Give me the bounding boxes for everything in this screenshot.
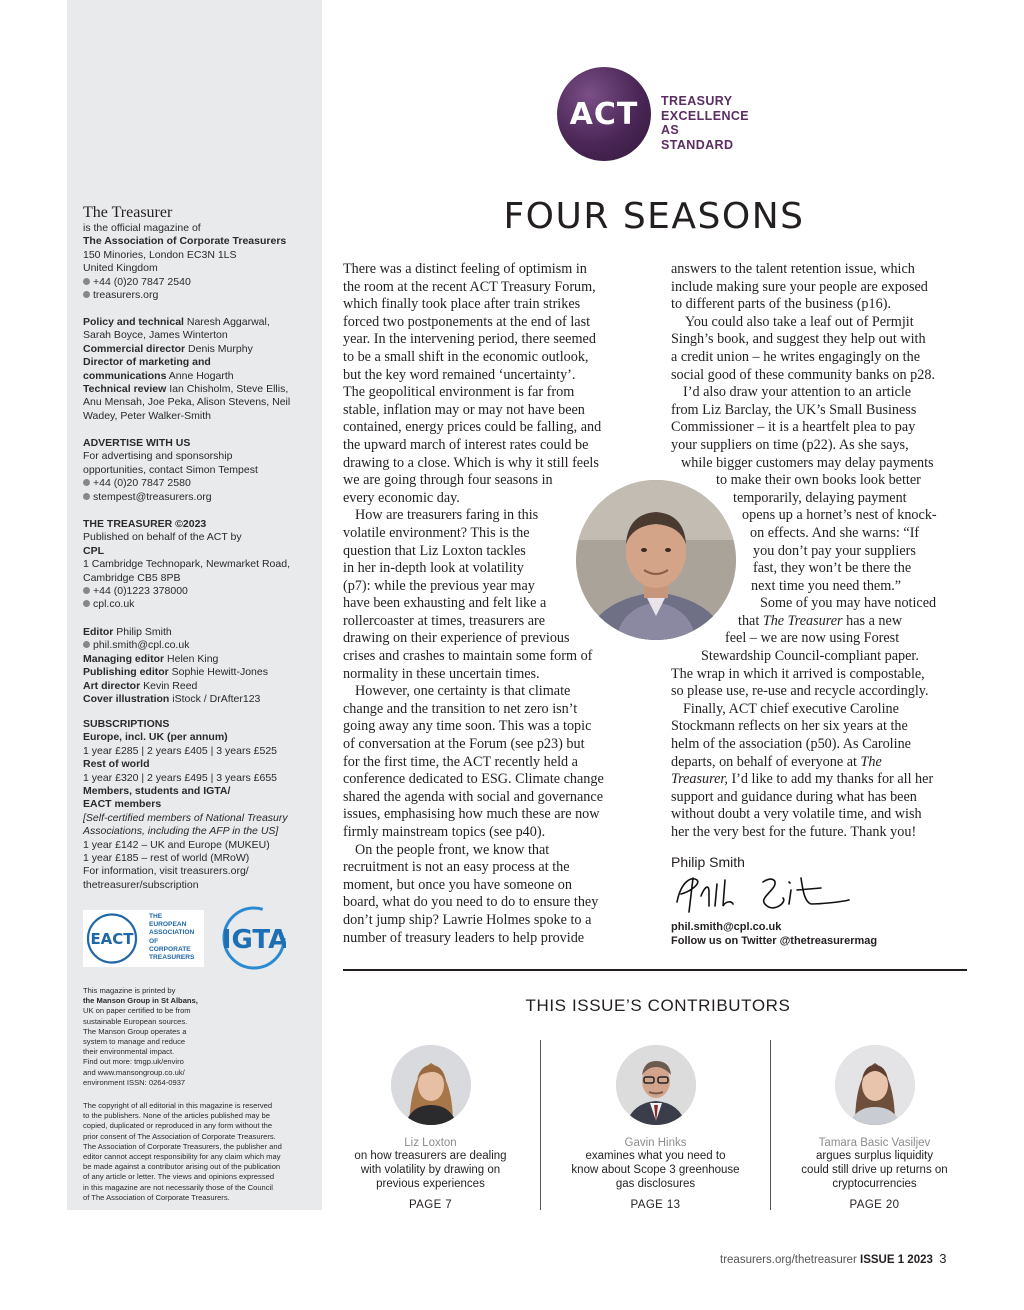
article-line: drawing on their experience of previous xyxy=(343,630,570,647)
editorial-label: Managing editor xyxy=(83,652,165,665)
subscription-note: [Self-certified members of National Treasury xyxy=(83,811,288,824)
line-text: I’d like to add my thanks for all her xyxy=(727,771,934,788)
article-line xyxy=(671,754,971,772)
subscriptions-block xyxy=(83,718,303,892)
bullet-icon xyxy=(83,493,90,500)
subscription-info-link[interactable]: thetreasurer/subscription xyxy=(83,878,199,891)
article-line: but the key word remained ‘uncertainty’. xyxy=(343,366,576,383)
editorial-name: Philip Smith xyxy=(116,626,172,638)
contributor-desc: with volatility by drawing on xyxy=(360,1164,501,1176)
bullet-icon xyxy=(83,291,90,298)
article-line: (p7): while the previous year may xyxy=(343,577,535,594)
article-line: question that Liz Loxton tackles xyxy=(343,542,526,559)
notice-line: of The Association of Corporate Treasurers. xyxy=(83,1192,230,1202)
article-line: next time you need them.” xyxy=(751,577,902,594)
bullet-icon xyxy=(83,641,90,648)
eact-logo-line: CORPORATE xyxy=(149,945,191,953)
masthead-org: The Association of Corporate Treasurers xyxy=(83,235,287,248)
page-number: 3 xyxy=(939,1251,947,1266)
article-line: which finally took place after train strikes xyxy=(343,296,581,313)
article-line: conference dedicated to ESG. Climate change xyxy=(343,771,604,788)
article-line: answers to the talent retention issue, which xyxy=(671,261,915,277)
signature-scribble xyxy=(671,872,861,916)
editorial-label: Editor xyxy=(83,626,114,638)
contributor-desc: could still drive up returns on xyxy=(801,1164,948,1176)
contributor-page: PAGE 13 xyxy=(630,1199,681,1211)
notice-line: of any article or letter. The views and opinions expressed xyxy=(83,1172,275,1182)
article-line: the upward march of interest rates could be xyxy=(343,436,589,453)
subscription-label: Rest of world xyxy=(83,758,150,771)
article-line: recruitment is not an easy process at the xyxy=(343,859,570,876)
article-line: crises and crashes to maintain some form of xyxy=(343,648,593,665)
advertise-heading: ADVERTISE WITH US xyxy=(83,437,191,449)
article-line: However, one certainty is that climate xyxy=(355,683,571,700)
article-line: every economic day. xyxy=(343,489,460,506)
article-line: to different parts of the business (p16). xyxy=(671,296,891,313)
advertise-block xyxy=(83,437,303,504)
contributor-desc: cryptocurrencies xyxy=(832,1178,917,1190)
publisher-web-link[interactable]: cpl.co.uk xyxy=(93,598,135,611)
article-column-1 xyxy=(343,261,628,947)
subscriptions-heading: SUBSCRIPTIONS xyxy=(83,718,170,730)
subscription-prices: 1 year £142 – UK and Europe (MUKEU) xyxy=(83,838,270,851)
article-line: change and the transition to net zero isn’t xyxy=(343,700,578,717)
notice-line: and www.mansongroup.co.uk/ xyxy=(83,1067,185,1077)
advertise-text: opportunities, contact Simon Tempest xyxy=(83,463,258,476)
masthead-address-1: 150 Minories, London EC3N 1LS xyxy=(83,248,237,261)
article-line: Commissioner – it is a heartfelt plea to pay xyxy=(671,419,916,436)
line-text: has a new xyxy=(842,612,903,629)
eact-logo-text xyxy=(149,913,194,962)
article-line: so please use, re-use and recycle accordingly. xyxy=(671,683,929,700)
bullet-icon xyxy=(83,587,90,594)
tagline-line: EXCELLENCE xyxy=(661,108,750,123)
tagline-line: TREASURY xyxy=(661,94,733,108)
subscription-prices: 1 year £185 – rest of world (MRoW) xyxy=(83,852,250,865)
notice-line: sustainable European sources. xyxy=(83,1016,188,1026)
editorial-label: Publishing editor xyxy=(83,666,169,679)
notice-line: This magazine is printed by xyxy=(83,986,176,995)
masthead-block xyxy=(83,204,303,302)
subscription-label: Europe, incl. UK (per annum) xyxy=(83,731,228,744)
act-logo-mark: ACT xyxy=(557,67,651,161)
article-line: opens up a hornet’s nest of knock- xyxy=(742,507,937,524)
article-line: On the people front, we know that xyxy=(355,841,550,858)
advertise-phone: +44 (0)20 7847 2580 xyxy=(93,477,191,490)
signoff-twitter[interactable]: Follow us on Twitter @thetreasurermag xyxy=(671,935,878,947)
notice-line: editor cannot accept responsibility for any claim which may xyxy=(83,1152,281,1162)
article-line: forced two postponements at the end of last xyxy=(343,313,591,330)
article-line: going away any time soon. This was a topic xyxy=(343,718,592,735)
footer-issue: ISSUE 1 2023 xyxy=(860,1254,933,1266)
notice-line: The Manson Group operates a xyxy=(83,1026,187,1036)
publisher-heading: THE TREASURER ©2023 xyxy=(83,518,207,530)
copyright-notice xyxy=(83,1101,308,1203)
notice-line: prior consent of The Association of Corporate Treasurers. xyxy=(83,1131,276,1141)
contributor-desc: on how treasurers are dealing xyxy=(354,1150,507,1162)
article-line: for the first time, the ACT recently held a xyxy=(343,753,578,770)
article-line: the room at the recent ACT Treasury Forum, xyxy=(343,278,596,295)
contributor-desc: argues surplus liquidity xyxy=(816,1150,933,1162)
article-line: social good of these community banks on p28. xyxy=(671,366,936,383)
notice-line: The copyright of all editorial in this magazine is reserved xyxy=(83,1101,273,1110)
masthead-address-2: United Kingdom xyxy=(83,262,158,275)
notice-line: to the publishers. None of the articles published may be xyxy=(83,1111,270,1121)
article-line: of conversation at the Forum (see p23) but xyxy=(343,736,585,753)
staff-block xyxy=(83,316,303,423)
avatar-illustration xyxy=(835,1045,915,1125)
notice-line: the Manson Group in St Albans, xyxy=(83,996,198,1006)
article-line: you don’t pay your suppliers xyxy=(753,542,916,559)
eact-logo xyxy=(83,910,204,967)
article-line: don’t jump ship? Lawrie Holmes spoke to a xyxy=(343,911,592,928)
contributor-page: PAGE 7 xyxy=(408,1199,453,1211)
masthead-web-link[interactable]: treasurers.org xyxy=(93,289,159,302)
article-line: to be a small shift in the economic outlook, xyxy=(343,348,589,365)
article-line: There was a distinct feeling of optimism in xyxy=(343,261,587,277)
contributor-card xyxy=(543,1040,768,1211)
contributor-card xyxy=(762,1040,987,1211)
eact-logo-line: ASSOCIATION xyxy=(149,929,195,937)
magazine-name: Treasurer, xyxy=(671,771,728,788)
article-line: How are treasurers faring in this xyxy=(355,507,539,524)
contributor-name: Liz Loxton xyxy=(404,1137,457,1149)
article-line: fast, they won’t be there the xyxy=(753,560,912,577)
article-line: on effects. And she warns: “If xyxy=(750,524,920,541)
article-line: Stewardship Council-compliant paper. xyxy=(701,648,919,665)
contributor-page: PAGE 20 xyxy=(849,1199,900,1211)
notice-line: Find out more: tmgp.uk/enviro xyxy=(83,1057,184,1067)
article-line: Some of you may have noticed xyxy=(760,595,937,612)
eact-logo-line: EUROPEAN xyxy=(149,921,187,929)
subscription-prices: 1 year £320 | 2 years £495 | 3 years £655 xyxy=(83,771,277,784)
article-line: from Liz Barclay, the UK’s Small Business xyxy=(671,401,917,418)
editor-email-link[interactable]: phil.smith@cpl.co.uk xyxy=(93,639,190,652)
notice-line: The Association of Corporate Treasurers, the publisher and xyxy=(83,1141,282,1151)
staff-names: Naresh Aggarwal, xyxy=(186,316,270,328)
article-line: helm of the association (p50). As Caroline xyxy=(671,736,911,753)
article-line: The geopolitical environment is far from xyxy=(343,384,575,401)
notice-line: their environmental impact. xyxy=(83,1047,175,1057)
eact-mark-text: EACT xyxy=(90,930,134,948)
signature-image xyxy=(671,872,861,916)
print-notice xyxy=(83,986,303,1088)
advertise-text: For advertising and sponsorship xyxy=(83,450,233,463)
contributor-desc: previous experiences xyxy=(376,1178,485,1190)
article-line: I’d also draw your attention to an article xyxy=(683,384,912,401)
staff-label: Commercial director xyxy=(83,342,186,355)
article-line: include making sure your people are exposed xyxy=(671,278,928,295)
contributor-card xyxy=(318,1040,543,1211)
igta-mark-text: IGTA xyxy=(222,925,286,955)
article-line xyxy=(671,613,971,631)
article-line: Singh’s book, and suggest they help out with xyxy=(671,331,926,348)
masthead-line: is the official magazine of xyxy=(83,222,201,234)
subscription-info: For information, visit treasurers.org/ xyxy=(83,865,249,878)
article-line: contained, energy prices could be falling, and xyxy=(343,419,602,436)
editorial-name: iStock / DrAfter123 xyxy=(172,693,261,706)
article-line: without doubt a very volatile time, and wish xyxy=(671,806,922,823)
subscription-label: EACT members xyxy=(83,798,162,811)
editor-portrait-photo xyxy=(576,480,736,640)
signoff-contact xyxy=(671,920,877,948)
eact-logo-line: OF xyxy=(149,937,159,945)
editorial-label: Art director xyxy=(83,679,141,692)
contributor-desc: know about Scope 3 greenhouse xyxy=(571,1164,740,1176)
act-logo-tagline xyxy=(661,94,749,152)
staff-label: communications xyxy=(83,369,167,382)
article-line: moment, but once you have someone on xyxy=(343,876,572,893)
editorial-name: Sophie Hewitt-Jones xyxy=(171,666,268,679)
article-line: drawing to a close. Which is why it still feels xyxy=(343,454,599,471)
article-line: Stockmann reflects on her six years at the xyxy=(671,718,908,735)
article-line: have been exhausting and felt like a xyxy=(343,595,547,612)
notice-line: copied, duplicated or reproduced in any form without the xyxy=(83,1121,273,1131)
publisher-address: 1 Cambridge Technopark, Newmarket Road, xyxy=(83,558,290,571)
publisher-text: Published on behalf of the ACT by xyxy=(83,531,242,544)
article-line xyxy=(671,771,971,789)
article-line: volatile environment? This is the xyxy=(343,524,530,541)
editorial-name: Kevin Reed xyxy=(143,679,198,692)
staff-label: Policy and technical xyxy=(83,316,184,328)
tagline-line: AS STANDARD xyxy=(661,123,734,152)
notice-line: environment ISSN: 0264-0937 xyxy=(83,1077,186,1087)
article-line: year. In the intervening period, there seemed xyxy=(343,331,596,348)
staff-names: Sarah Boyce, James Winterton xyxy=(83,329,228,342)
article-line: rollercoaster at times, treasurers are xyxy=(343,612,546,629)
editorial-name: Helen King xyxy=(167,652,219,665)
eact-logo-line: THE xyxy=(149,913,163,920)
bullet-icon xyxy=(83,479,90,486)
subscription-note: Associations, including the AFP in the US] xyxy=(83,825,279,838)
staff-names: Ian Chisholm, Steve Ellis, xyxy=(169,383,289,396)
subscription-prices: 1 year £285 | 2 years £405 | 3 years £525 xyxy=(83,744,277,757)
article-line: stable, inflation may or may not have been xyxy=(343,401,585,418)
masthead-title: The Treasurer xyxy=(83,204,173,221)
contributor-avatar xyxy=(391,1045,471,1125)
article-line: firmly mainstream topics (see p40). xyxy=(343,824,546,840)
article-line: shared the agenda with social and governance xyxy=(343,788,603,805)
article-line: Finally, ACT chief executive Caroline xyxy=(683,700,899,717)
staff-names: Anu Mensah, Joe Peka, Alison Stevens, Neil xyxy=(83,396,291,409)
contributor-avatar xyxy=(835,1045,915,1125)
portrait-illustration xyxy=(576,480,736,640)
magazine-name: The Treasurer xyxy=(762,612,843,629)
igta-logo-mark xyxy=(222,906,286,970)
article-line: support and guidance during what has been xyxy=(671,788,917,805)
bullet-icon xyxy=(83,600,90,607)
igta-logo xyxy=(222,906,286,970)
publisher-block xyxy=(83,518,303,612)
contributors-heading: THIS ISSUE’S CONTRIBUTORS xyxy=(525,996,791,1015)
notice-line: system to manage and reduce xyxy=(83,1037,186,1047)
editorial-label: Cover illustration xyxy=(83,693,170,706)
staff-label: Director of marketing and xyxy=(83,356,211,369)
footer-url[interactable]: treasurers.org/thetreasurer xyxy=(720,1254,857,1266)
staff-label: Technical review xyxy=(83,383,167,396)
subscription-label: Members, students and IGTA/ xyxy=(83,785,231,798)
article-line: board, what do you need to do to ensure they xyxy=(343,894,599,911)
avatar-illustration xyxy=(391,1045,471,1125)
article-line: your suppliers on time (p22). As she says, xyxy=(671,436,909,453)
article-line: while bigger customers may delay payments xyxy=(681,454,934,471)
bullet-icon xyxy=(83,278,90,285)
staff-names: Anne Hogarth xyxy=(168,369,234,382)
editorial-block xyxy=(83,626,303,706)
advertise-email-link[interactable]: stempest@treasurers.org xyxy=(93,490,212,503)
staff-names: Denis Murphy xyxy=(188,342,253,355)
signoff-name: Philip Smith xyxy=(671,854,745,870)
line-text: departs, on behalf of everyone at xyxy=(671,753,861,770)
article-line: in her in-depth look at volatility xyxy=(343,560,524,577)
avatar-illustration xyxy=(616,1045,696,1125)
contributor-name: Tamara Basic Vasiljev xyxy=(818,1137,931,1149)
publisher-phone: +44 (0)1223 378000 xyxy=(93,585,188,598)
publisher-address: Cambridge CB5 8PB xyxy=(83,571,181,584)
article-line: normality in these uncertain times. xyxy=(343,665,540,682)
publisher-name: CPL xyxy=(83,544,104,557)
eact-logo-line: TREASURERS xyxy=(149,954,195,962)
notice-line: be made against a contributor arising out of the publication xyxy=(83,1162,281,1172)
line-text: that xyxy=(738,612,763,629)
contributor-avatar xyxy=(616,1045,696,1125)
notice-line: UK on paper certified to be from xyxy=(83,1006,191,1016)
staff-names: Wadey, Peter Walker-Smith xyxy=(83,409,211,422)
article-line: issues, emphasising how much these are now xyxy=(343,806,600,823)
contributor-name: Gavin Hinks xyxy=(624,1137,687,1149)
article-line: You could also take a leaf out of Permjit xyxy=(685,313,914,330)
magazine-name: The xyxy=(860,753,882,770)
article-line: we are going through four seasons in xyxy=(343,472,553,489)
section-divider xyxy=(343,969,967,971)
contributor-desc: gas disclosures xyxy=(615,1178,696,1190)
masthead-phone: +44 (0)20 7847 2540 xyxy=(93,275,191,288)
page-footer xyxy=(720,1251,947,1266)
article-line: a credit union – he writes engagingly on the xyxy=(671,348,921,365)
article-line: number of treasury leaders to help provide xyxy=(343,929,585,946)
article-title: FOUR SEASONS xyxy=(503,196,805,237)
article-line: her the very best for the future. Thank you! xyxy=(671,824,917,840)
article-line: feel – we are now using Forest xyxy=(725,630,900,647)
article-line: The wrap in which it arrived is compostable, xyxy=(671,665,925,682)
notice-line: in this magazine are not necessarily those of the Council xyxy=(83,1182,273,1192)
article-line: to make their own books look better xyxy=(716,472,921,489)
contributor-desc: examines what you need to xyxy=(585,1150,726,1162)
article-line: temporarily, delaying payment xyxy=(733,489,907,506)
signoff-email-link[interactable]: phil.smith@cpl.co.uk xyxy=(671,921,782,933)
